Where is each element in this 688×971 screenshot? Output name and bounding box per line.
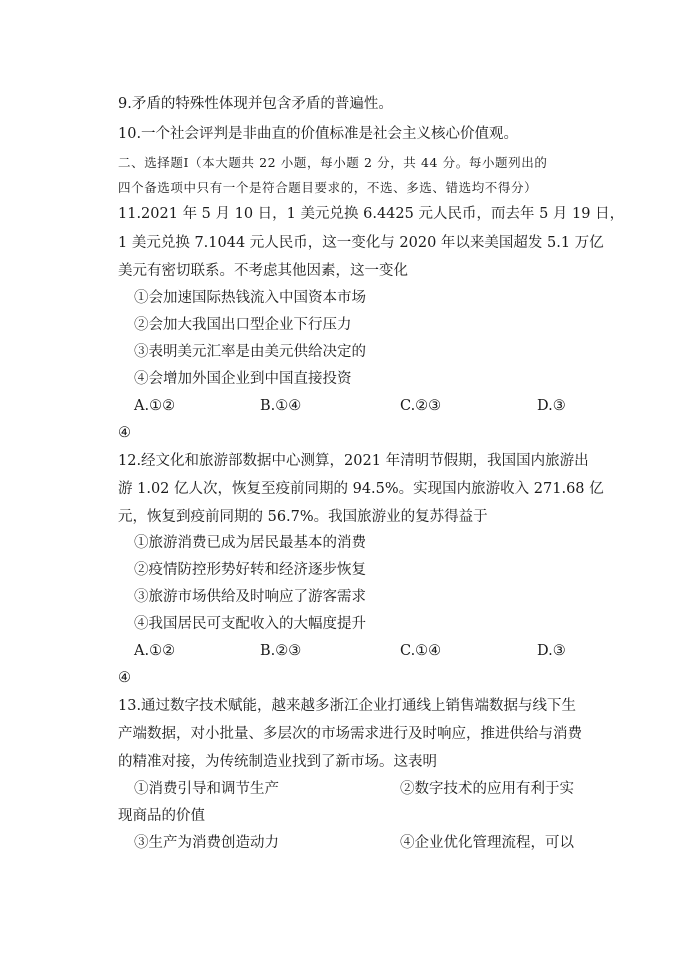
q13-item-1: ①消费引导和调节生产	[134, 781, 279, 797]
q13-item-2: ②数字技术的应用有利于实	[400, 781, 574, 797]
q13-items-row-1	[134, 779, 574, 799]
statement-9: 9.矛盾的特殊性体现并包含矛盾的普遍性。	[118, 96, 393, 112]
q11-item-3: ③表明美元汇率是由美元供给决定的	[134, 344, 366, 360]
q13-stem-line-2: 产端数据，对小批量、多层次的市场需求进行及时响应，推进供给与消费	[118, 726, 582, 742]
statement-10: 10.一个社会评判是非曲直的价值标准是社会主义核心价值观。	[118, 126, 519, 142]
q11-item-1: ①会加速国际热钱流入中国资本市场	[134, 290, 366, 306]
q13-stem-line-1: 13.通过数字技术赋能，越来越多浙江企业打通线上销售端数据与线下生	[118, 698, 577, 714]
q13-stem-line-3: 的精准对接，为传统制造业找到了新市场。这表明	[118, 754, 437, 770]
q12-item-4: ④我国居民可支配收入的大幅度提升	[134, 616, 366, 632]
q12-stem-line-3: 元，恢复到疫前同期的 56.7%。我国旅游业的复苏得益于	[118, 509, 488, 525]
q12-item-2: ②疫情防控形势好转和经济逐步恢复	[134, 562, 366, 578]
section-heading-line-1: 二、选择题Ⅰ（本大题共 22 小题，每小题 2 分，共 44 分。每小题列出的	[118, 155, 548, 170]
q12-item-3: ③旅游市场供给及时响应了游客需求	[134, 589, 366, 605]
q11-stem-line-1: 11.2021 年 5 月 10 日，1 美元兑换 6.4425 元人民币，而去年 5 月 19 日，	[118, 206, 625, 222]
q12-stem-line-1: 12.经文化和旅游部数据中心测算，2021 年清明节假期，我国国内旅游出	[118, 453, 589, 469]
q12-item-1: ①旅游消费已成为居民最基本的消费	[134, 535, 366, 551]
q13-item-2-wrap: 现商品的价值	[118, 808, 205, 824]
q13-item-3: ③生产为消费创造动力	[134, 835, 279, 851]
q11-option-b: B.①④	[260, 398, 302, 414]
q12-option-d: D.③	[537, 643, 566, 659]
q11-option-d-wrap: ④	[118, 425, 131, 441]
q13-items-row-2	[134, 833, 574, 853]
q11-item-2: ②会加大我国出口型企业下行压力	[134, 317, 352, 333]
q11-stem-line-2: 1 美元兑换 7.1044 元人民币，这一变化与 2020 年以来美国超发 5.1 万亿	[118, 235, 604, 251]
q13-item-4: ④企业优化管理流程，可以	[400, 835, 574, 851]
section-heading-line-2: 四个备选项中只有一个是符合题目要求的，不选、多选、错选均不得分）	[118, 180, 538, 195]
q12-stem-line-2: 游 1.02 亿人次，恢复至疫前同期的 94.5%。实现国内旅游收入 271.68 亿	[118, 481, 604, 497]
q11-option-c: C.②③	[400, 398, 442, 414]
q11-item-4: ④会增加外国企业到中国直接投资	[134, 371, 352, 387]
q12-option-d-wrap: ④	[118, 670, 131, 686]
q12-option-b: B.②③	[260, 643, 302, 659]
q11-option-d: D.③	[537, 398, 566, 414]
q12-option-c: C.①④	[400, 643, 442, 659]
q11-option-a: A.①②	[134, 398, 176, 414]
q12-option-a: A.①②	[134, 643, 176, 659]
q11-stem-line-3: 美元有密切联系。不考虑其他因素，这一变化	[118, 263, 408, 279]
